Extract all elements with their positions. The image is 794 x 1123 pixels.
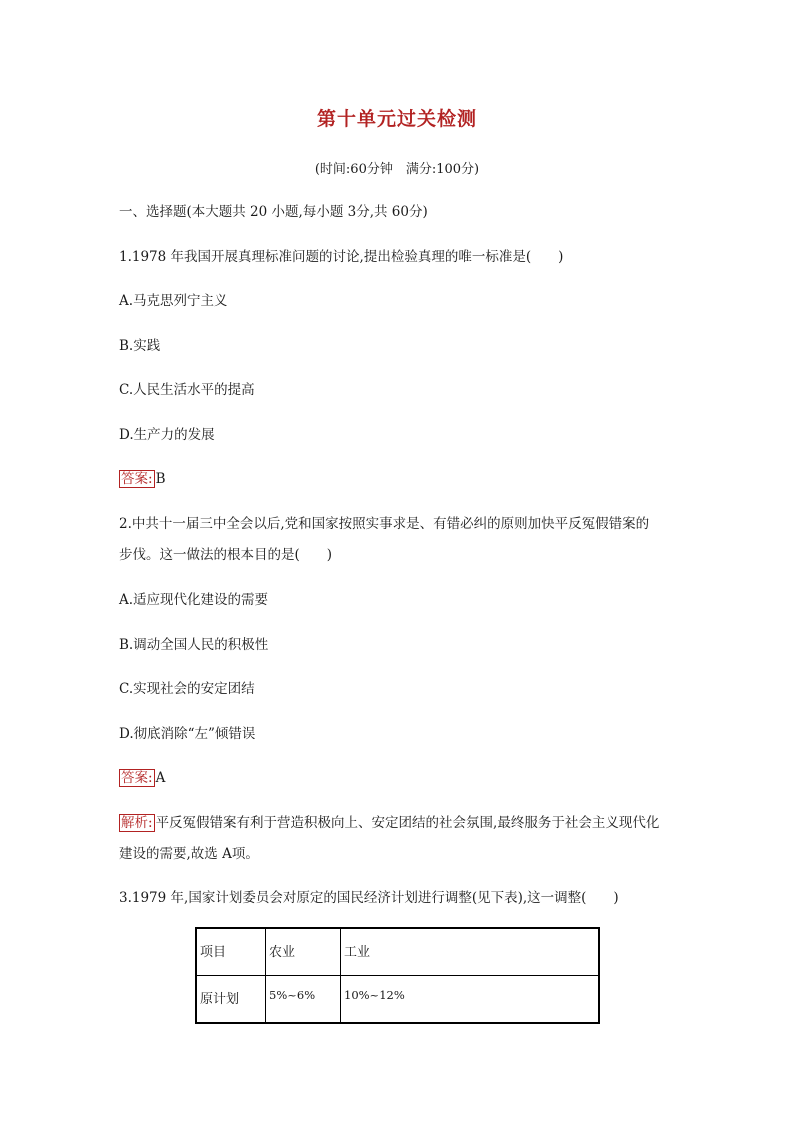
analysis-text: 平反冤假错案有利于营造积极向上、安定团结的社会氛围,最终服务于社会主义现代化 (155, 815, 660, 831)
question-2-stem-line-1: 2.中共十一届三中全会以后,党和国家按照实事求是、有错必纠的原则加快平反冤假错案的 (119, 516, 650, 532)
answer-tag: 答案: (121, 770, 153, 786)
question-2-analysis-line-1 (119, 814, 659, 832)
question-2-option-a: A.适应现代化建设的需要 (119, 592, 269, 608)
table-row (196, 976, 599, 1024)
table-cell: 原计划 (196, 976, 266, 1024)
table-cell: 10%~12% (341, 976, 600, 1024)
question-3-stem: 3.1979 年,国家计划委员会对原定的国民经济计划进行调整(见下表),这一调整( ) (119, 890, 619, 906)
table-cell: 5%~6% (266, 976, 341, 1024)
question-2-option-b: B.调动全国人民的积极性 (119, 637, 269, 653)
page-title: 第十单元过关检测 (316, 108, 477, 130)
answer-value: A (155, 770, 166, 786)
analysis-tag: 解析: (121, 815, 153, 831)
table-header-cell: 农业 (266, 928, 341, 976)
question-1-stem: 1.1978 年我国开展真理标准问题的讨论,提出检验真理的唯一标准是( ) (119, 249, 564, 265)
question-1-option-b: B.实践 (119, 338, 161, 354)
table-header-cell: 工业 (341, 928, 600, 976)
question-1-answer (119, 470, 165, 488)
answer-value: B (155, 471, 166, 487)
question-2-answer (119, 769, 165, 787)
question-2-option-d: D.彻底消除“左”倾错误 (119, 726, 256, 742)
exam-info: (时间:60分钟 满分:100分) (314, 162, 480, 177)
question-2-analysis-line-2: 建设的需要,故选 A项。 (119, 846, 259, 862)
section-heading: 一、选择题(本大题共 20 小题,每小题 3分,共 60分) (119, 204, 428, 220)
question-2-option-c: C.实现社会的安定团结 (119, 681, 255, 697)
table-header-row (196, 928, 599, 976)
question-2-stem-line-2: 步伐。这一做法的根本目的是( ) (119, 547, 333, 563)
answer-tag: 答案: (121, 471, 153, 487)
question-1-option-d: D.生产力的发展 (119, 427, 215, 443)
table-header-cell: 项目 (196, 928, 266, 976)
question-1-option-a: A.马克思列宁主义 (119, 293, 228, 309)
plan-table (195, 927, 600, 1024)
question-1-option-c: C.人民生活水平的提高 (119, 382, 255, 398)
